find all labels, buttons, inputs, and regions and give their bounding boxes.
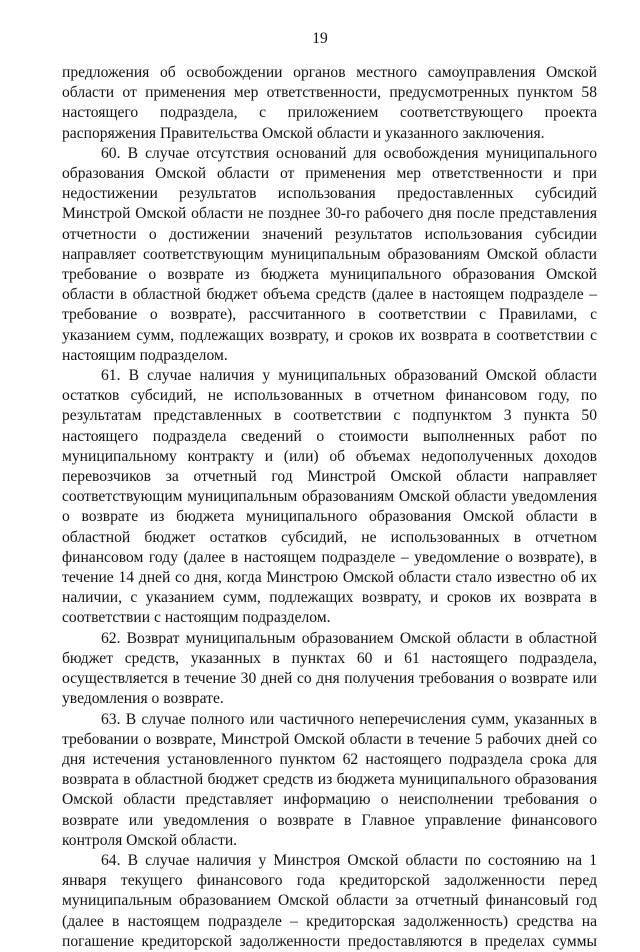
page-number: 19 <box>312 30 328 47</box>
paragraph-62: 62. Возврат муниципальным образованием Омской области в областной бюджет средств, указанных в пунктах 60 и 61 настоящего подраздела, осуществляется в течение 30 дней со дня получения требования о возврате или уведомления о возврате. <box>62 629 597 708</box>
paragraph-63: 63. В случае полного или частичного неперечисления сумм, указанных в требовании о возврате, Минстрой Омской области в течение 5 рабочих дней со дня истечения установленного пунктом 62 настоящего подраздела срока для возврата в областной бюджет средств из бюджета муниципального образования Омской области представляет информацию о неисполнении требования о возврате или уведомления о возврате в Главное управление финансового контроля Омской области. <box>62 710 597 849</box>
paragraph-60: 60. В случае отсутствия оснований для освобождения муниципального образования Омской области от применения мер ответственности и при недостижении результатов использования предоставленных субсидий Минстрой Омской области не позднее 30-го рабочего дня после представления отчетности о достижении значений результатов использования субсидии направляет соответствующим муниципальным образованиям Омской области требование о возврате из бюджета муниципального образования Омской области в областной бюджет объема средств (далее в настоящем подразделе – требование о возврате), рассчитанного в соответствии с Правилами, с указанием сумм, подлежащих возврату, и сроков их возврата в соответствии с настоящим подразделом. <box>62 144 597 364</box>
paragraph-64: 64. В случае наличия у Минстроя Омской области по состоянию на 1 января текущего финансового года кредиторской задолженности перед муниципальным образованием Омской области за отчетный финансовый год (далее в настоящем подразделе – кредиторская задолженность) средства на погашение кредиторской задолженности предоставляются в пределах суммы <box>62 851 597 950</box>
paragraph-61: 61. В случае наличия у муниципальных образований Омской области остатков субсидий, не использованных в отчетном финансовом году, по результатам представленных в соответствии с подпунктом 3 пункта 50 настоящего подраздела сведений о стоимости выполненных работ по муниципальному контракту и (или) об объемах недополученных доходов перевозчиков за отчетный год Минстрой Омской области направляет соответствующим муниципальным образованиям Омской области уведомления о возврате из бюджета муниципального образования Омской области в областной бюджет остатков субсидий, не использованных в отчетном финансовом году (далее в настоящем подразделе – уведомление о возврате), в течение 14 дней со дня, когда Минстрою Омской области стало известно об их наличии, с указанием сумм, подлежащих возврату, и сроков их возврата в соответствии с настоящим подразделом. <box>62 367 597 627</box>
paragraph-continued: предложения об освобождении органов местного самоуправления Омской области от применения мер ответственности, предусмотренных пунктом 58 настоящего подраздела, с приложением соответствующего проекта распоряжения Правительства Омской области и указанного заключения. <box>62 64 597 142</box>
document-body <box>62 63 597 952</box>
